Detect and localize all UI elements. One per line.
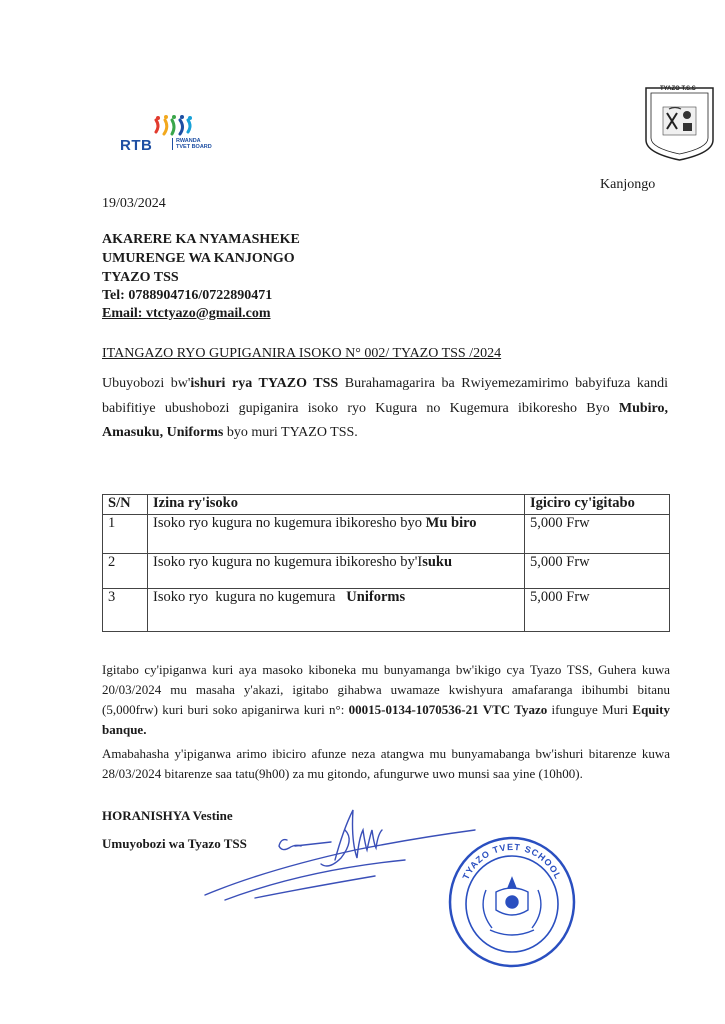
row-sn: 2 [103, 554, 148, 589]
location-text: Kanjongo [600, 177, 656, 192]
row-name-bold: Mu biro [425, 515, 477, 531]
p1-school-name: ishuri rya TYAZO TSS [190, 376, 339, 391]
rtb-sub-line-2: TVET BOARD [176, 144, 212, 150]
p1-part-a: Ubuyobozi bw' [102, 376, 191, 391]
tender-table [102, 494, 670, 632]
school-logo-icon [643, 85, 716, 162]
p2-bank: Equity banque. [102, 702, 670, 737]
table-row [103, 589, 670, 632]
submission-paragraph: Amabahasha y'ipiganwa arimo ibiciro afunze neza atangwa mu bunyamabanga bw'ishuri bitarenze kuwa 28/03/2024 bitarenze saa tatu(9h00) za mu gitondo, afungurwe uwo munsi saa yine (10h00). [102, 746, 670, 781]
stamp-text: TYAZO TVET SCHOOL [460, 841, 564, 882]
header-name: Izina ry'isoko [148, 495, 525, 515]
address-phone: Tel: 0788904716/0722890471 [102, 288, 273, 303]
heading-number: N° 002/ TYAZO TSS /2024 [341, 346, 502, 361]
rtb-sub-line-1: RWANDA [176, 138, 201, 144]
row-price: 5,000 Frw [525, 515, 670, 554]
rtb-logo-text: RTB [120, 137, 153, 154]
tender-document-paragraph [102, 660, 670, 740]
row-sn: 3 [103, 589, 148, 632]
address-sector: UMURENGE WA KANJONGO [102, 251, 295, 266]
official-stamp-icon [446, 830, 578, 970]
signature-icon [195, 800, 485, 910]
announcement-paragraph [102, 372, 668, 446]
signatory-name: HORANISHYA Vestine [102, 808, 233, 823]
rtb-logo-subtitle [172, 138, 212, 150]
heading-title: ITANGAZO RYO GUPIGANIRA ISOKO [102, 346, 342, 361]
signatory-title: Umuyobozi wa Tyazo TSS [102, 836, 247, 851]
row-name-bold: Uniforms [346, 589, 406, 605]
table-row [103, 515, 670, 554]
table-row [103, 554, 670, 589]
row-name [148, 589, 525, 632]
header-sn: S/N [103, 495, 148, 515]
row-name-text: Isoko ryo kugura no kugemura ibikoresho byo [153, 515, 426, 531]
address-email: Email: vtctyazo@gmail.com [102, 306, 271, 321]
header-price: Igiciro cy'igitabo [525, 495, 670, 515]
p2-account: 00015-0134-1070536-21 VTC Tyazo [348, 702, 548, 717]
row-price: 5,000 Frw [525, 554, 670, 589]
p1-part-e: byo muri TYAZO TSS. [223, 425, 358, 440]
p1-items: Mubiro, Amasuku, Uniforms [102, 400, 668, 440]
letter-date: 19/03/2024 [102, 196, 166, 211]
p2-part-a: Igitabo cy'ipiganwa kuri aya masoko kiboneka mu bunyamanga bw'ikigo cya Tyazo TSS, Guhera kuwa 20/03/2024 mu masaha y'akazi, igitabo gihabwa uwamaze kwishyura amafaranga ibihumbi bitanu (5,000frw) kuri buri soko apiganirwa kuri n°: [102, 662, 670, 717]
row-name [148, 554, 525, 589]
school-logo-text: TYAZO T.S.S [660, 86, 696, 92]
address-school: TYAZO TSS [102, 270, 179, 285]
row-sn: 1 [103, 515, 148, 554]
row-name-text: Isoko ryo kugura no kugemura ibikoresho by'I [153, 554, 423, 570]
table-header-row [103, 495, 670, 515]
p1-part-c: Burahamagarira ba Rwiyemezamirimo babyifuza kandi babifitiye ubushobozi gupiganira isoko ryo Kugura no Kugemura ibikoresho Byo [102, 376, 668, 416]
row-price: 5,000 Frw [525, 589, 670, 632]
row-name-text: Isoko ryo kugura no kugemura [153, 589, 347, 605]
row-name [148, 515, 525, 554]
announcement-heading [102, 346, 501, 362]
p2-part-c: ifunguye Muri [547, 702, 633, 717]
address-district: AKARERE KA NYAMASHEKE [102, 232, 300, 247]
row-name-bold: suku [422, 554, 453, 570]
